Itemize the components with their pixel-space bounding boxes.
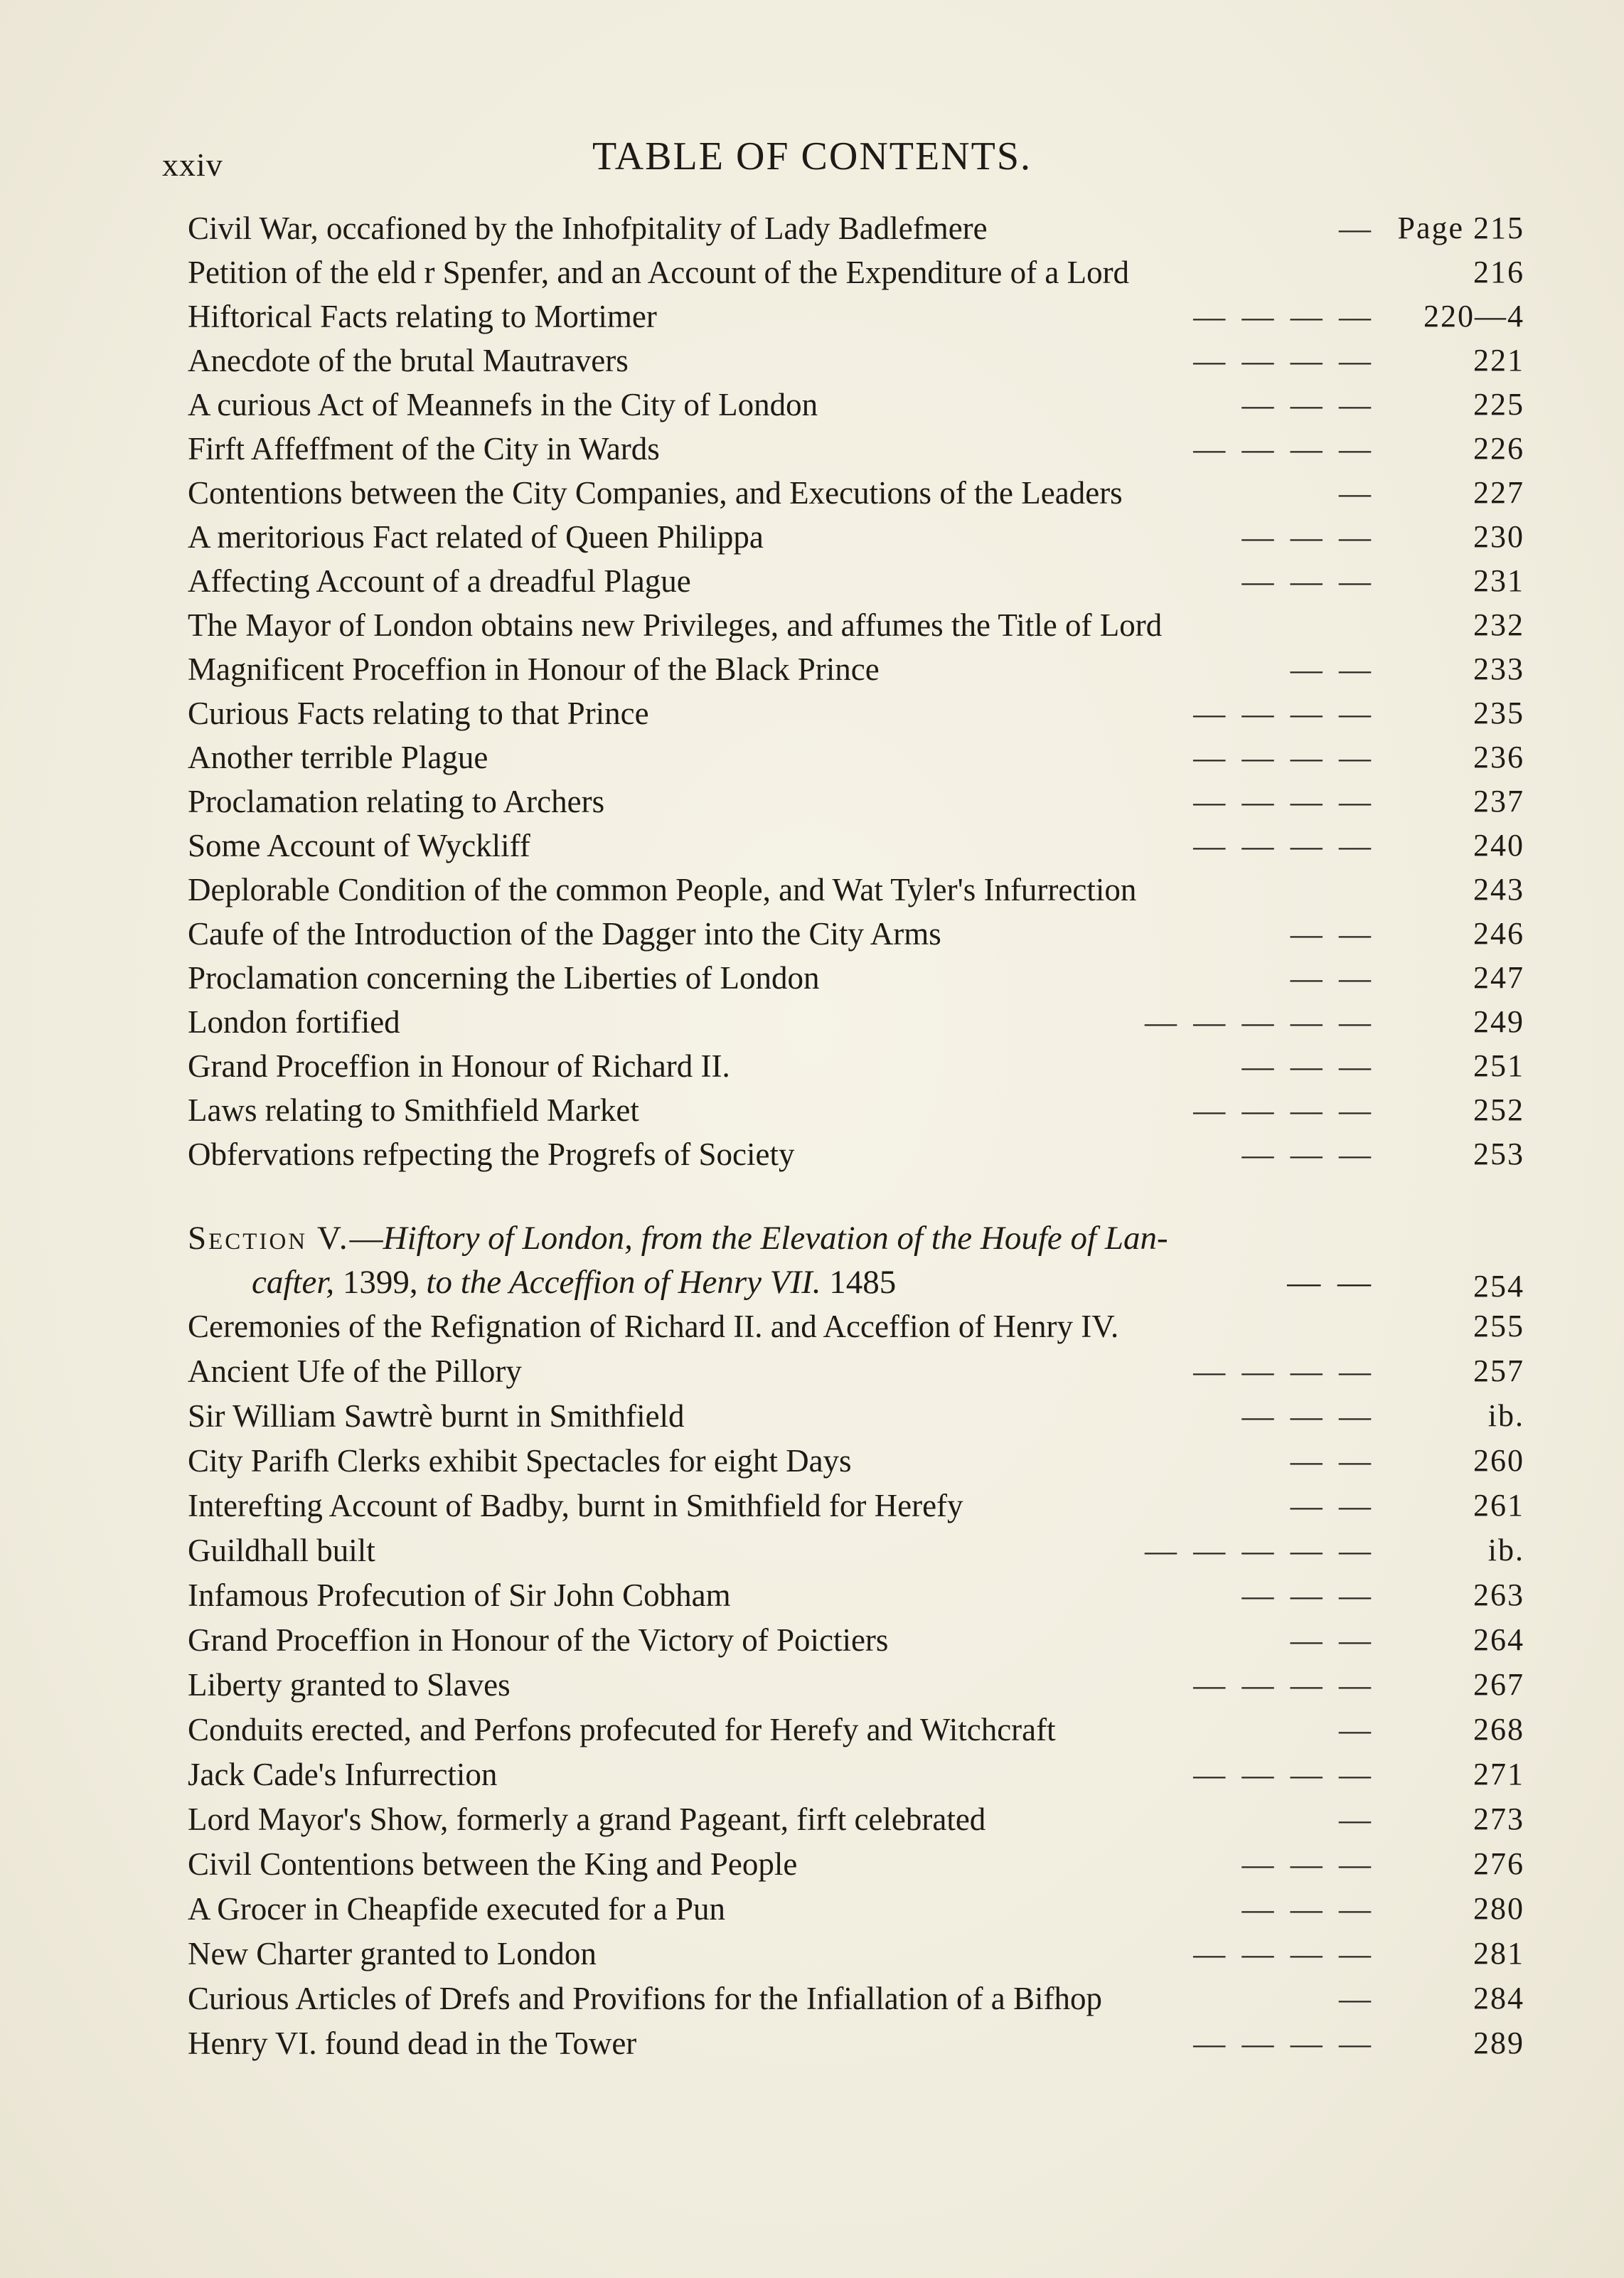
entry-page-number: 271 — [1473, 1757, 1524, 1792]
entry-leader-dashes: — — — — — [1193, 2026, 1375, 2061]
entry-title: Another terrible Plague — [188, 740, 488, 775]
contents-entry — [188, 1573, 1524, 1618]
entry-page-number: 289 — [1473, 2026, 1524, 2060]
entry-page-number: 246 — [1473, 916, 1524, 951]
contents-entry — [188, 1932, 1524, 1976]
entry-page-number: 230 — [1473, 519, 1524, 554]
entry-leader-dashes: — — — — [1241, 387, 1375, 422]
contents-entry — [188, 1304, 1524, 1349]
contents-entry — [188, 383, 1524, 427]
entry-title: Jack Cade's Infurrection — [188, 1757, 498, 1792]
entry-page-number: 220—4 — [1423, 299, 1524, 334]
entry-leader-dashes: — — [1339, 1981, 1375, 2016]
entry-page-number: ib. — [1487, 1398, 1524, 1433]
section-heading-line-2 — [188, 1260, 1524, 1304]
contents-entry — [188, 1752, 1524, 1797]
entry-leader-dashes: — — [1339, 1712, 1375, 1747]
contents-entry — [188, 1484, 1524, 1528]
section-year-end: 1485 — [829, 1264, 897, 1301]
entry-title: Firft Affeffment of the City in Wards — [188, 431, 660, 467]
entry-leader-dashes: — — — — — [1193, 431, 1375, 467]
entry-page-number: ib. — [1487, 1533, 1524, 1568]
contents-entry — [188, 1797, 1524, 1842]
entry-page-number: 249 — [1473, 1004, 1524, 1039]
entry-page-number: 251 — [1473, 1048, 1524, 1083]
entry-title: Civil Contentions between the King and People — [188, 1846, 798, 1882]
entry-leader-dashes: — — [1339, 211, 1375, 246]
entry-page-number: 232 — [1473, 607, 1524, 642]
contents-entry — [188, 471, 1524, 515]
section-title-part-b: to the Acceffion of Henry VII. — [426, 1264, 821, 1301]
entry-leader-dashes: — — [1339, 475, 1375, 511]
entry-title: Henry VI. found dead in the Tower — [188, 2026, 637, 2061]
contents-entry — [188, 1394, 1524, 1439]
entry-page-number: 243 — [1473, 872, 1524, 907]
contents-entry — [188, 1663, 1524, 1708]
entry-leader-dashes: — — — [1290, 1622, 1375, 1658]
entry-title: London fortified — [188, 1004, 400, 1040]
contents-entry — [188, 1132, 1524, 1176]
entry-leader-dashes: — — — — [1241, 1846, 1375, 1882]
contents-entry — [188, 868, 1524, 912]
entry-title: Proclamation relating to Archers — [188, 784, 605, 819]
contents-entry — [188, 294, 1524, 339]
entry-page-number: 231 — [1473, 563, 1524, 598]
entry-page-number: 240 — [1473, 828, 1524, 863]
entry-page-number: 267 — [1473, 1667, 1524, 1702]
entry-title: Liberty granted to Slaves — [188, 1667, 511, 1703]
contents-entry — [188, 515, 1524, 559]
entry-page-number: 268 — [1473, 1712, 1524, 1747]
contents-entry — [188, 603, 1524, 647]
entry-leader-dashes: — — — — — [1193, 1667, 1375, 1703]
entry-title: Some Account of Wyckliff — [188, 828, 530, 863]
entry-title: Civil War, occafioned by the Inhofpitality of Lady Badlefmere — [188, 211, 988, 246]
entry-page-number: 247 — [1473, 960, 1524, 995]
entry-page-number: 273 — [1473, 1801, 1524, 1836]
entry-title: Grand Proceffion in Honour of Richard II. — [188, 1048, 730, 1084]
entry-leader-dashes: — — — — — [1193, 343, 1375, 378]
section-leader-dashes: — — — [1287, 1264, 1375, 1301]
contents-entry — [188, 250, 1524, 294]
entry-title: A meritorious Fact related of Queen Philippa — [188, 519, 764, 555]
contents-entry — [188, 956, 1524, 1000]
entry-page-number: 236 — [1473, 740, 1524, 775]
section-entries — [188, 1304, 1524, 2066]
entry-title: Ancient Ufe of the Pillory — [188, 1353, 522, 1389]
entry-title: Hiftorical Facts relating to Mortimer — [188, 299, 657, 334]
entry-leader-dashes: — — — — [1241, 563, 1375, 599]
entry-leader-dashes: — — — — — [1193, 828, 1375, 863]
contents-entries — [188, 206, 1524, 1176]
entry-title: Obfervations refpecting the Progrefs of Society — [188, 1137, 795, 1172]
entry-page-number: 281 — [1473, 1936, 1524, 1971]
contents-entry — [188, 1976, 1524, 2021]
contents-entry — [188, 779, 1524, 824]
entry-page-number: 280 — [1473, 1891, 1524, 1926]
entry-leader-dashes: — — [1339, 1801, 1375, 1837]
entry-title: Anecdote of the brutal Mautravers — [188, 343, 629, 378]
entry-page-number: 216 — [1473, 255, 1524, 289]
entry-title: Sir William Sawtrè burnt in Smithfield — [188, 1398, 685, 1434]
entry-leader-dashes: — — — — — [1193, 1757, 1375, 1792]
entry-leader-dashes: — — — — [1241, 1891, 1375, 1927]
entry-page-number: 264 — [1473, 1622, 1524, 1657]
contents-list — [188, 206, 1524, 2066]
section-label: Section V. — [188, 1220, 350, 1257]
entry-leader-dashes: — — — — — [1193, 696, 1375, 731]
entry-leader-dashes: — — — — [1241, 1577, 1375, 1613]
entry-page-number: 226 — [1473, 431, 1524, 466]
entry-title: Infamous Profecution of Sir John Cobham — [188, 1577, 731, 1613]
contents-entry — [188, 2021, 1524, 2066]
contents-entry — [188, 824, 1524, 868]
contents-entry — [188, 1887, 1524, 1932]
entry-title: Contentions between the City Companies, and Executions of the Leaders — [188, 475, 1123, 511]
contents-entry — [188, 647, 1524, 691]
section-heading — [188, 1216, 1524, 1304]
entry-leader-dashes: — — — — — [1193, 1353, 1375, 1389]
contents-entry — [188, 339, 1524, 383]
entry-leader-dashes: — — — — — — [1145, 1533, 1375, 1568]
section-dash: — — [349, 1220, 383, 1257]
entry-leader-dashes: — — — — [1241, 1398, 1375, 1434]
contents-entry — [188, 1439, 1524, 1484]
entry-page-number: 263 — [1473, 1577, 1524, 1612]
entry-page-number: 260 — [1473, 1443, 1524, 1478]
section-heading-line-1 — [188, 1216, 1524, 1260]
entry-page-number: 227 — [1473, 475, 1524, 510]
entry-title: A Grocer in Cheapfide executed for a Pun — [188, 1891, 725, 1927]
contents-entry — [188, 427, 1524, 471]
entry-title: New Charter granted to London — [188, 1936, 597, 1971]
entry-title: Magnificent Proceffion in Honour of the Black Prince — [188, 651, 880, 687]
entry-page-number: 237 — [1473, 784, 1524, 819]
entry-page-number: Page 215 — [1397, 211, 1524, 245]
contents-entry — [188, 1000, 1524, 1044]
entry-leader-dashes: — — — — — [1193, 740, 1375, 775]
entry-leader-dashes: — — — — — [1193, 784, 1375, 819]
section-title-part-a: cafter, — [252, 1264, 335, 1301]
entry-page-number: 276 — [1473, 1846, 1524, 1881]
entry-leader-dashes: — — — — — [1193, 299, 1375, 334]
entry-title: Affecting Account of a dreadful Plague — [188, 563, 691, 599]
entry-leader-dashes: — — — — — — [1145, 1004, 1375, 1040]
entry-page-number: 235 — [1473, 696, 1524, 730]
entry-title: Ceremonies of the Refignation of Richard II. and Acceffion of Henry IV. — [188, 1309, 1119, 1344]
entry-leader-dashes: — — — — [1241, 519, 1375, 555]
entry-page-number: 253 — [1473, 1137, 1524, 1171]
entry-title: Curious Articles of Drefs and Provifions for the Infiallation of a Bifhop — [188, 1981, 1102, 2016]
contents-entry — [188, 1528, 1524, 1573]
entry-page-number: 261 — [1473, 1488, 1524, 1523]
entry-title: Grand Proceffion in Honour of the Victory of Poictiers — [188, 1622, 889, 1658]
entry-leader-dashes: — — — [1290, 1488, 1375, 1523]
entry-page-number: 255 — [1473, 1309, 1524, 1343]
page-title: TABLE OF CONTENTS. — [592, 134, 1032, 179]
entry-title: Deplorable Condition of the common People, and Wat Tyler's Infurrection — [188, 872, 1137, 908]
contents-entry — [188, 1349, 1524, 1394]
contents-entry — [188, 206, 1524, 250]
entry-page-number: 257 — [1473, 1353, 1524, 1388]
entry-title: Guildhall built — [188, 1533, 375, 1568]
entry-leader-dashes: — — — [1290, 960, 1375, 996]
entry-page-number: 225 — [1473, 387, 1524, 422]
contents-entry — [188, 1044, 1524, 1088]
entry-leader-dashes: — — — [1290, 916, 1375, 952]
section-year-start: 1399, — [342, 1264, 418, 1301]
entry-leader-dashes: — — — — [1241, 1137, 1375, 1172]
contents-entry — [188, 1842, 1524, 1887]
entry-title: Petition of the eld r Spenfer, and an Account of the Expenditure of a Lord — [188, 255, 1130, 290]
contents-entry — [188, 1088, 1524, 1132]
contents-entry — [188, 1618, 1524, 1663]
contents-entry — [188, 559, 1524, 603]
entry-title: Proclamation concerning the Liberties of London — [188, 960, 820, 996]
contents-entry — [188, 691, 1524, 735]
entry-title: Lord Mayor's Show, formerly a grand Pageant, firft celebrated — [188, 1801, 986, 1837]
entry-page-number: 284 — [1473, 1981, 1524, 2016]
entry-title: Laws relating to Smithfield Market — [188, 1092, 639, 1128]
entry-page-number: 252 — [1473, 1092, 1524, 1127]
entry-page-number: 221 — [1473, 343, 1524, 378]
contents-entry — [188, 912, 1524, 956]
entry-title: The Mayor of London obtains new Privileges, and affumes the Title of Lord — [188, 607, 1163, 643]
entry-title: Conduits erected, and Perfons profecuted for Herefy and Witchcraft — [188, 1712, 1056, 1747]
entry-title: Interefting Account of Badby, burnt in Smithfield for Herefy — [188, 1488, 963, 1523]
entry-title: A curious Act of Meannefs in the City of London — [188, 387, 818, 422]
entry-leader-dashes: — — — [1290, 1443, 1375, 1479]
entry-leader-dashes: — — — — — [1193, 1936, 1375, 1971]
contents-entry — [188, 1708, 1524, 1752]
entry-leader-dashes: — — — — — [1193, 1092, 1375, 1128]
section-title-line-1: Hiftory of London, from the Elevation of the Houfe of Lan- — [383, 1220, 1168, 1257]
entry-leader-dashes: — — — [1290, 651, 1375, 687]
entry-leader-dashes: — — — — [1241, 1048, 1375, 1084]
contents-entry — [188, 735, 1524, 779]
entry-title: City Parifh Clerks exhibit Spectacles for eight Days — [188, 1443, 852, 1479]
entry-title: Curious Facts relating to that Prince — [188, 696, 649, 731]
section-page-number: 254 — [1473, 1269, 1524, 1304]
entry-page-number: 233 — [1473, 651, 1524, 686]
folio-number: xxiv — [162, 147, 223, 183]
entry-title: Caufe of the Introduction of the Dagger into the City Arms — [188, 916, 941, 952]
